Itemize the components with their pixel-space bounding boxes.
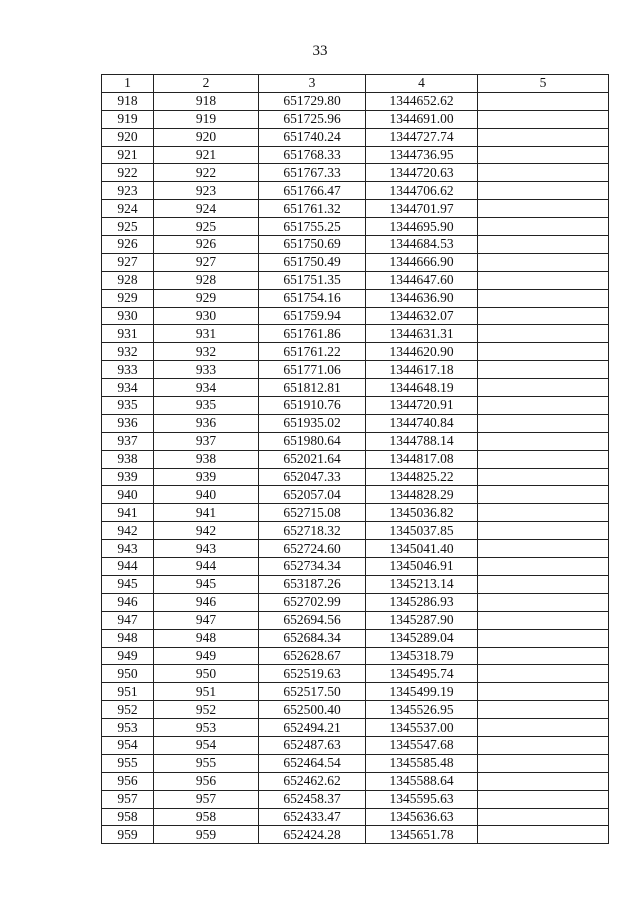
cell-note bbox=[478, 361, 609, 379]
cell-point-number: 926 bbox=[102, 236, 154, 254]
cell-point-id: 925 bbox=[154, 218, 259, 236]
table-row bbox=[102, 343, 609, 361]
table-row bbox=[102, 146, 609, 164]
table-row bbox=[102, 397, 609, 415]
cell-coordinate-y: 1344648.19 bbox=[366, 379, 478, 397]
cell-coordinate-x: 652021.64 bbox=[259, 450, 366, 468]
cell-coordinate-x: 652694.56 bbox=[259, 611, 366, 629]
cell-coordinate-y: 1344636.90 bbox=[366, 289, 478, 307]
cell-point-number: 938 bbox=[102, 450, 154, 468]
table-body bbox=[102, 92, 609, 843]
cell-point-number: 930 bbox=[102, 307, 154, 325]
cell-point-number: 959 bbox=[102, 826, 154, 844]
cell-point-id: 938 bbox=[154, 450, 259, 468]
cell-point-id: 942 bbox=[154, 522, 259, 540]
cell-coordinate-x: 651812.81 bbox=[259, 379, 366, 397]
cell-note bbox=[478, 522, 609, 540]
cell-point-id: 947 bbox=[154, 611, 259, 629]
cell-point-id: 945 bbox=[154, 575, 259, 593]
cell-point-id: 929 bbox=[154, 289, 259, 307]
cell-coordinate-x: 652424.28 bbox=[259, 826, 366, 844]
table-row bbox=[102, 665, 609, 683]
cell-point-number: 953 bbox=[102, 719, 154, 737]
table-row bbox=[102, 540, 609, 558]
table-row bbox=[102, 271, 609, 289]
column-header: 5 bbox=[478, 75, 609, 93]
table-row bbox=[102, 558, 609, 576]
table-row bbox=[102, 128, 609, 146]
cell-point-id: 956 bbox=[154, 772, 259, 790]
cell-note bbox=[478, 379, 609, 397]
cell-point-number: 952 bbox=[102, 701, 154, 719]
cell-coordinate-x: 652718.32 bbox=[259, 522, 366, 540]
cell-point-number: 923 bbox=[102, 182, 154, 200]
cell-point-number: 947 bbox=[102, 611, 154, 629]
cell-note bbox=[478, 558, 609, 576]
cell-coordinate-x: 652715.08 bbox=[259, 504, 366, 522]
coordinates-table bbox=[101, 74, 609, 844]
cell-coordinate-x: 652047.33 bbox=[259, 468, 366, 486]
cell-coordinate-x: 652519.63 bbox=[259, 665, 366, 683]
cell-point-number: 945 bbox=[102, 575, 154, 593]
cell-coordinate-y: 1345537.00 bbox=[366, 719, 478, 737]
cell-note bbox=[478, 772, 609, 790]
table-row bbox=[102, 307, 609, 325]
table-row bbox=[102, 754, 609, 772]
cell-coordinate-y: 1345213.14 bbox=[366, 575, 478, 593]
table-row bbox=[102, 200, 609, 218]
cell-point-number: 958 bbox=[102, 808, 154, 826]
cell-point-number: 950 bbox=[102, 665, 154, 683]
cell-point-number: 951 bbox=[102, 683, 154, 701]
cell-coordinate-x: 651980.64 bbox=[259, 432, 366, 450]
cell-coordinate-x: 652458.37 bbox=[259, 790, 366, 808]
cell-point-id: 935 bbox=[154, 397, 259, 415]
cell-coordinate-y: 1345318.79 bbox=[366, 647, 478, 665]
table-row bbox=[102, 236, 609, 254]
cell-point-number: 942 bbox=[102, 522, 154, 540]
cell-point-id: 940 bbox=[154, 486, 259, 504]
table-row bbox=[102, 164, 609, 182]
cell-point-number: 941 bbox=[102, 504, 154, 522]
cell-coordinate-y: 1344720.91 bbox=[366, 397, 478, 415]
cell-coordinate-x: 652734.34 bbox=[259, 558, 366, 576]
cell-coordinate-y: 1345495.74 bbox=[366, 665, 478, 683]
table-row bbox=[102, 486, 609, 504]
cell-note bbox=[478, 271, 609, 289]
cell-point-id: 958 bbox=[154, 808, 259, 826]
cell-point-number: 933 bbox=[102, 361, 154, 379]
cell-point-number: 922 bbox=[102, 164, 154, 182]
table-row bbox=[102, 772, 609, 790]
cell-point-id: 955 bbox=[154, 754, 259, 772]
cell-coordinate-x: 652684.34 bbox=[259, 629, 366, 647]
cell-coordinate-x: 651761.86 bbox=[259, 325, 366, 343]
cell-coordinate-y: 1344631.31 bbox=[366, 325, 478, 343]
cell-point-id: 923 bbox=[154, 182, 259, 200]
table-row bbox=[102, 450, 609, 468]
cell-point-id: 921 bbox=[154, 146, 259, 164]
cell-point-number: 925 bbox=[102, 218, 154, 236]
cell-point-number: 919 bbox=[102, 110, 154, 128]
cell-note bbox=[478, 253, 609, 271]
cell-coordinate-x: 651740.24 bbox=[259, 128, 366, 146]
table-row bbox=[102, 826, 609, 844]
cell-point-number: 946 bbox=[102, 593, 154, 611]
cell-coordinate-x: 652057.04 bbox=[259, 486, 366, 504]
table-row bbox=[102, 683, 609, 701]
cell-point-id: 946 bbox=[154, 593, 259, 611]
cell-coordinate-y: 1345289.04 bbox=[366, 629, 478, 647]
table-row bbox=[102, 522, 609, 540]
table-row bbox=[102, 253, 609, 271]
cell-coordinate-x: 651754.16 bbox=[259, 289, 366, 307]
cell-point-id: 922 bbox=[154, 164, 259, 182]
cell-point-number: 936 bbox=[102, 414, 154, 432]
cell-point-id: 918 bbox=[154, 92, 259, 110]
cell-coordinate-x: 651729.80 bbox=[259, 92, 366, 110]
table-row bbox=[102, 808, 609, 826]
cell-coordinate-y: 1344825.22 bbox=[366, 468, 478, 486]
table-row bbox=[102, 432, 609, 450]
cell-coordinate-y: 1345286.93 bbox=[366, 593, 478, 611]
cell-coordinate-y: 1344828.29 bbox=[366, 486, 478, 504]
cell-note bbox=[478, 468, 609, 486]
cell-note bbox=[478, 397, 609, 415]
cell-point-number: 920 bbox=[102, 128, 154, 146]
cell-coordinate-y: 1344720.63 bbox=[366, 164, 478, 182]
cell-note bbox=[478, 325, 609, 343]
table-row bbox=[102, 593, 609, 611]
cell-coordinate-y: 1345547.68 bbox=[366, 736, 478, 754]
cell-coordinate-x: 651750.49 bbox=[259, 253, 366, 271]
cell-coordinate-y: 1345588.64 bbox=[366, 772, 478, 790]
cell-note bbox=[478, 611, 609, 629]
cell-point-id: 950 bbox=[154, 665, 259, 683]
cell-coordinate-y: 1345595.63 bbox=[366, 790, 478, 808]
cell-coordinate-y: 1345036.82 bbox=[366, 504, 478, 522]
cell-coordinate-y: 1344647.60 bbox=[366, 271, 478, 289]
cell-coordinate-x: 651761.32 bbox=[259, 200, 366, 218]
cell-note bbox=[478, 629, 609, 647]
cell-note bbox=[478, 92, 609, 110]
cell-coordinate-x: 652487.63 bbox=[259, 736, 366, 754]
cell-point-id: 943 bbox=[154, 540, 259, 558]
cell-coordinate-y: 1344620.90 bbox=[366, 343, 478, 361]
cell-point-number: 943 bbox=[102, 540, 154, 558]
column-header: 4 bbox=[366, 75, 478, 93]
table-row bbox=[102, 790, 609, 808]
cell-coordinate-y: 1344617.18 bbox=[366, 361, 478, 379]
cell-coordinate-y: 1344666.90 bbox=[366, 253, 478, 271]
cell-note bbox=[478, 790, 609, 808]
cell-coordinate-y: 1344788.14 bbox=[366, 432, 478, 450]
cell-point-id: 954 bbox=[154, 736, 259, 754]
cell-note bbox=[478, 719, 609, 737]
cell-note bbox=[478, 826, 609, 844]
cell-note bbox=[478, 647, 609, 665]
cell-coordinate-x: 651750.69 bbox=[259, 236, 366, 254]
cell-point-id: 927 bbox=[154, 253, 259, 271]
cell-point-number: 957 bbox=[102, 790, 154, 808]
cell-note bbox=[478, 432, 609, 450]
cell-point-id: 951 bbox=[154, 683, 259, 701]
cell-coordinate-x: 652628.67 bbox=[259, 647, 366, 665]
table-row bbox=[102, 414, 609, 432]
table-row bbox=[102, 361, 609, 379]
cell-coordinate-x: 651935.02 bbox=[259, 414, 366, 432]
cell-note bbox=[478, 683, 609, 701]
cell-point-number: 921 bbox=[102, 146, 154, 164]
cell-coordinate-y: 1344736.95 bbox=[366, 146, 478, 164]
table-row bbox=[102, 736, 609, 754]
cell-note bbox=[478, 504, 609, 522]
cell-note bbox=[478, 200, 609, 218]
cell-coordinate-y: 1345499.19 bbox=[366, 683, 478, 701]
cell-note bbox=[478, 164, 609, 182]
cell-point-number: 948 bbox=[102, 629, 154, 647]
cell-point-id: 937 bbox=[154, 432, 259, 450]
cell-point-id: 928 bbox=[154, 271, 259, 289]
cell-note bbox=[478, 540, 609, 558]
cell-point-number: 918 bbox=[102, 92, 154, 110]
cell-coordinate-x: 652702.99 bbox=[259, 593, 366, 611]
cell-point-id: 948 bbox=[154, 629, 259, 647]
table-row bbox=[102, 218, 609, 236]
column-header: 3 bbox=[259, 75, 366, 93]
cell-coordinate-y: 1345041.40 bbox=[366, 540, 478, 558]
cell-note bbox=[478, 575, 609, 593]
cell-point-number: 955 bbox=[102, 754, 154, 772]
table-row bbox=[102, 468, 609, 486]
cell-note bbox=[478, 754, 609, 772]
cell-note bbox=[478, 736, 609, 754]
cell-coordinate-y: 1345526.95 bbox=[366, 701, 478, 719]
table-row bbox=[102, 701, 609, 719]
cell-note bbox=[478, 486, 609, 504]
cell-point-number: 929 bbox=[102, 289, 154, 307]
cell-point-id: 959 bbox=[154, 826, 259, 844]
cell-point-id: 953 bbox=[154, 719, 259, 737]
cell-coordinate-x: 652462.62 bbox=[259, 772, 366, 790]
cell-coordinate-y: 1345585.48 bbox=[366, 754, 478, 772]
cell-point-id: 933 bbox=[154, 361, 259, 379]
cell-note bbox=[478, 182, 609, 200]
cell-point-number: 939 bbox=[102, 468, 154, 486]
table-row bbox=[102, 611, 609, 629]
cell-coordinate-y: 1344652.62 bbox=[366, 92, 478, 110]
cell-point-id: 934 bbox=[154, 379, 259, 397]
cell-coordinate-y: 1344691.00 bbox=[366, 110, 478, 128]
cell-point-number: 932 bbox=[102, 343, 154, 361]
cell-coordinate-x: 652517.50 bbox=[259, 683, 366, 701]
cell-note bbox=[478, 701, 609, 719]
cell-note bbox=[478, 808, 609, 826]
cell-note bbox=[478, 128, 609, 146]
cell-point-id: 936 bbox=[154, 414, 259, 432]
cell-note bbox=[478, 450, 609, 468]
table-row bbox=[102, 325, 609, 343]
cell-coordinate-x: 652464.54 bbox=[259, 754, 366, 772]
cell-coordinate-x: 651910.76 bbox=[259, 397, 366, 415]
cell-point-id: 941 bbox=[154, 504, 259, 522]
table-row bbox=[102, 182, 609, 200]
cell-coordinate-y: 1344727.74 bbox=[366, 128, 478, 146]
cell-coordinate-y: 1345636.63 bbox=[366, 808, 478, 826]
cell-coordinate-y: 1344740.84 bbox=[366, 414, 478, 432]
table-header bbox=[102, 75, 609, 93]
cell-coordinate-x: 651759.94 bbox=[259, 307, 366, 325]
cell-note bbox=[478, 414, 609, 432]
cell-coordinate-x: 651725.96 bbox=[259, 110, 366, 128]
cell-point-number: 956 bbox=[102, 772, 154, 790]
header-row bbox=[102, 75, 609, 93]
table-row bbox=[102, 719, 609, 737]
cell-point-number: 937 bbox=[102, 432, 154, 450]
table-row bbox=[102, 647, 609, 665]
cell-point-id: 926 bbox=[154, 236, 259, 254]
cell-coordinate-y: 1345651.78 bbox=[366, 826, 478, 844]
cell-point-number: 931 bbox=[102, 325, 154, 343]
cell-note bbox=[478, 343, 609, 361]
cell-coordinate-x: 651751.35 bbox=[259, 271, 366, 289]
cell-coordinate-y: 1344817.08 bbox=[366, 450, 478, 468]
cell-point-id: 932 bbox=[154, 343, 259, 361]
cell-point-number: 944 bbox=[102, 558, 154, 576]
cell-coordinate-y: 1344632.07 bbox=[366, 307, 478, 325]
cell-coordinate-y: 1344684.53 bbox=[366, 236, 478, 254]
cell-point-number: 935 bbox=[102, 397, 154, 415]
cell-point-id: 919 bbox=[154, 110, 259, 128]
cell-coordinate-x: 651767.33 bbox=[259, 164, 366, 182]
cell-coordinate-y: 1345046.91 bbox=[366, 558, 478, 576]
cell-coordinate-x: 653187.26 bbox=[259, 575, 366, 593]
cell-coordinate-x: 651766.47 bbox=[259, 182, 366, 200]
cell-coordinate-y: 1345287.90 bbox=[366, 611, 478, 629]
cell-coordinate-y: 1344706.62 bbox=[366, 182, 478, 200]
cell-point-id: 944 bbox=[154, 558, 259, 576]
cell-note bbox=[478, 593, 609, 611]
cell-point-number: 927 bbox=[102, 253, 154, 271]
cell-coordinate-x: 651768.33 bbox=[259, 146, 366, 164]
column-header: 2 bbox=[154, 75, 259, 93]
table-row bbox=[102, 92, 609, 110]
cell-note bbox=[478, 236, 609, 254]
cell-note bbox=[478, 307, 609, 325]
table-row bbox=[102, 504, 609, 522]
cell-coordinate-x: 652724.60 bbox=[259, 540, 366, 558]
cell-point-id: 931 bbox=[154, 325, 259, 343]
cell-note bbox=[478, 218, 609, 236]
cell-point-number: 954 bbox=[102, 736, 154, 754]
cell-point-number: 928 bbox=[102, 271, 154, 289]
table-row bbox=[102, 289, 609, 307]
page-number: 33 bbox=[312, 43, 328, 59]
cell-point-id: 930 bbox=[154, 307, 259, 325]
cell-point-number: 934 bbox=[102, 379, 154, 397]
table-row bbox=[102, 110, 609, 128]
table-row bbox=[102, 379, 609, 397]
cell-point-id: 939 bbox=[154, 468, 259, 486]
cell-note bbox=[478, 110, 609, 128]
cell-coordinate-x: 652500.40 bbox=[259, 701, 366, 719]
cell-point-id: 949 bbox=[154, 647, 259, 665]
cell-coordinate-x: 651771.06 bbox=[259, 361, 366, 379]
table-row bbox=[102, 575, 609, 593]
cell-coordinate-x: 651761.22 bbox=[259, 343, 366, 361]
cell-point-id: 920 bbox=[154, 128, 259, 146]
cell-note bbox=[478, 289, 609, 307]
cell-point-id: 924 bbox=[154, 200, 259, 218]
cell-coordinate-x: 652494.21 bbox=[259, 719, 366, 737]
cell-coordinate-y: 1344701.97 bbox=[366, 200, 478, 218]
cell-note bbox=[478, 146, 609, 164]
column-header: 1 bbox=[102, 75, 154, 93]
cell-coordinate-x: 652433.47 bbox=[259, 808, 366, 826]
cell-point-number: 949 bbox=[102, 647, 154, 665]
cell-point-number: 940 bbox=[102, 486, 154, 504]
cell-point-number: 924 bbox=[102, 200, 154, 218]
cell-point-id: 952 bbox=[154, 701, 259, 719]
cell-note bbox=[478, 665, 609, 683]
table-row bbox=[102, 629, 609, 647]
cell-coordinate-y: 1345037.85 bbox=[366, 522, 478, 540]
cell-point-id: 957 bbox=[154, 790, 259, 808]
cell-coordinate-y: 1344695.90 bbox=[366, 218, 478, 236]
cell-coordinate-x: 651755.25 bbox=[259, 218, 366, 236]
